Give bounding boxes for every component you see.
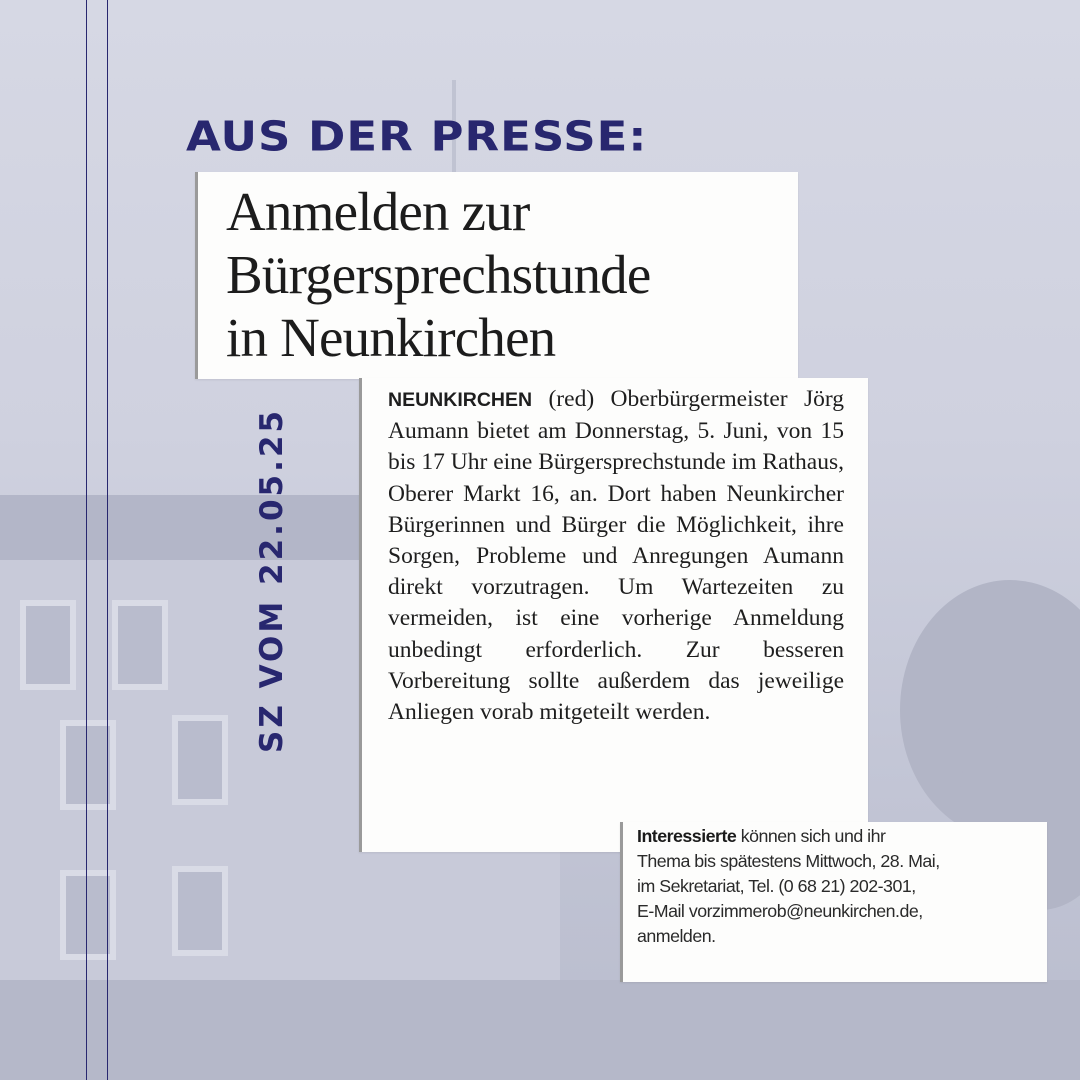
vertical-rule <box>86 0 87 1080</box>
background-window <box>20 600 76 690</box>
info-note-line: E-Mail vorzimmerob@neunkirchen.de, <box>637 901 923 921</box>
article-body-text: (red) Oberbürgermeister Jörg Aumann bietet am Donnerstag, 5. Juni, von 15 bis 17 Uhr eine Bürgersprechstunde im Rathaus, Oberer Markt 16, an. Dort haben Neunkircher Bürgerinnen und Bürger die Möglichkeit, ihre Sorgen, Probleme und Anregungen Aumann direkt vorzutragen. Um Wartezeiten zu vermeiden, ist eine vorherige Anmeldung unbedingt erforderlich. Zur besseren Vorbereitung sollte außerdem das jeweilige Anliegen vorab mitgeteilt werden. <box>388 386 845 726</box>
article-body <box>388 384 844 728</box>
background-window <box>172 866 228 956</box>
article-body-clipping <box>359 378 868 852</box>
kicker-heading: AUS DER PRESSE: <box>186 112 648 161</box>
background-window <box>172 715 228 805</box>
headline-line: Anmelden zur <box>226 181 530 242</box>
source-date-label: SZ VOM 22.05.25 <box>254 407 290 753</box>
info-note-line: im Sekretariat, Tel. (0 68 21) 202-301, <box>637 876 916 896</box>
info-note <box>637 824 1037 949</box>
info-note-line: können sich und ihr <box>740 826 886 846</box>
background-window <box>112 600 168 690</box>
headline-line: in Neunkirchen <box>226 307 556 368</box>
background-ground <box>0 980 1080 1080</box>
info-note-line: anmelden. <box>637 926 716 946</box>
info-note-lead: Interessierte <box>637 826 737 846</box>
info-note-line: Thema bis spätestens Mittwoch, 28. Mai, <box>637 851 940 871</box>
article-dateline: NEUNKIRCHEN <box>388 389 533 411</box>
article-headline <box>226 180 786 369</box>
vertical-rule <box>107 0 108 1080</box>
headline-clipping <box>195 172 798 379</box>
info-note-clipping <box>620 822 1047 982</box>
headline-line: Bürgersprechstunde <box>226 244 651 305</box>
